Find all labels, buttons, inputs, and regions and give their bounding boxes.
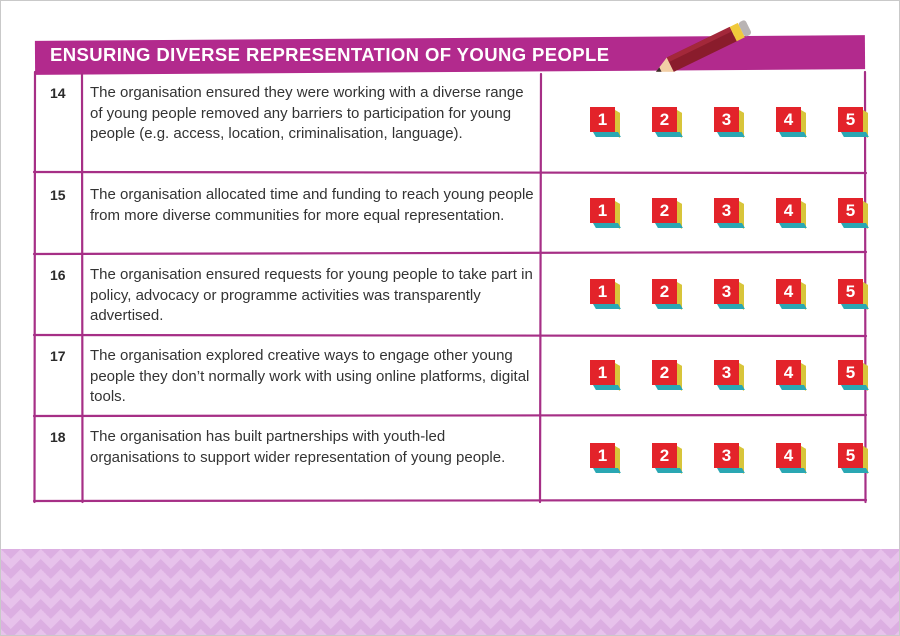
rating-value: 3	[714, 443, 739, 468]
cube-bottom	[717, 223, 745, 228]
rating-value: 5	[838, 443, 863, 468]
statement-row	[34, 254, 866, 335]
rating-option-1[interactable]	[590, 360, 622, 392]
rating-value: 3	[714, 360, 739, 385]
rating-value: 4	[776, 279, 801, 304]
rating-option-4[interactable]	[776, 443, 808, 475]
cube-bottom	[779, 132, 807, 137]
rating-option-5[interactable]	[838, 443, 870, 475]
cube-bottom	[593, 223, 621, 228]
cube-bottom	[841, 385, 869, 390]
rating-value: 1	[590, 279, 615, 304]
statement-text: The organisation allocated time and funding to reach young people from more diverse communities for more equal representation.	[90, 186, 534, 224]
rating-value: 4	[776, 360, 801, 385]
rating-option-2[interactable]	[652, 279, 684, 311]
rating-value: 1	[590, 443, 615, 468]
cube-bottom	[841, 223, 869, 228]
cube-bottom	[655, 468, 683, 473]
statement-text: The organisation has built partnerships with youth-led organisations to support wider representation of young people.	[90, 428, 506, 466]
statement-row	[34, 335, 866, 416]
rating-value: 5	[838, 360, 863, 385]
cube-bottom	[593, 304, 621, 309]
pencil-icon	[640, 20, 760, 76]
rating-value: 5	[838, 279, 863, 304]
cube-bottom	[655, 223, 683, 228]
statement-number: 14	[50, 85, 66, 101]
rating-option-5[interactable]	[838, 107, 870, 139]
cube-bottom	[717, 385, 745, 390]
rating-options	[562, 254, 862, 335]
cube-bottom	[779, 304, 807, 309]
cube-bottom	[593, 132, 621, 137]
cube-bottom	[593, 385, 621, 390]
cube-bottom	[717, 132, 745, 137]
rating-option-1[interactable]	[590, 107, 622, 139]
rating-option-5[interactable]	[838, 279, 870, 311]
rating-value: 5	[838, 198, 863, 223]
rating-option-1[interactable]	[590, 443, 622, 475]
rating-option-2[interactable]	[652, 107, 684, 139]
statement-text: The organisation explored creative ways to engage other young people they don’t normally work with using online platforms, digital tools.	[90, 347, 530, 405]
rating-option-5[interactable]	[838, 198, 870, 230]
rating-value: 4	[776, 107, 801, 132]
rating-option-4[interactable]	[776, 198, 808, 230]
rating-value: 4	[776, 198, 801, 223]
cube-bottom	[593, 468, 621, 473]
cube-bottom	[655, 132, 683, 137]
cube-bottom	[841, 468, 869, 473]
rating-value: 2	[652, 279, 677, 304]
cube-bottom	[655, 304, 683, 309]
rating-option-3[interactable]	[714, 279, 746, 311]
rating-option-4[interactable]	[776, 107, 808, 139]
rating-option-3[interactable]	[714, 198, 746, 230]
rating-value: 3	[714, 107, 739, 132]
rating-value: 4	[776, 443, 801, 468]
statement-text: The organisation ensured requests for young people to take part in policy, advocacy or programme activities was transparently advertised.	[90, 266, 533, 324]
rating-option-1[interactable]	[590, 198, 622, 230]
rating-value: 2	[652, 443, 677, 468]
cube-bottom	[779, 468, 807, 473]
statement-text: The organisation ensured they were working with a diverse range of young people removed any barriers to participation for young people (e.g. access, location, criminalisation, language).	[90, 84, 524, 142]
rating-option-2[interactable]	[652, 198, 684, 230]
statement-number: 16	[50, 267, 66, 283]
rating-value: 1	[590, 360, 615, 385]
cube-bottom	[841, 304, 869, 309]
rating-options	[562, 174, 862, 254]
rating-value: 2	[652, 107, 677, 132]
rating-value: 1	[590, 198, 615, 223]
statement-number: 18	[50, 429, 66, 445]
section-title: ENSURING DIVERSE REPRESENTATION OF YOUNG PEOPLE	[50, 44, 610, 65]
cube-bottom	[717, 304, 745, 309]
chevron-pattern-footer	[1, 549, 899, 635]
statement-row	[34, 416, 866, 502]
rating-value: 2	[652, 198, 677, 223]
rating-value: 1	[590, 107, 615, 132]
statement-row	[34, 174, 866, 254]
rating-options	[562, 335, 862, 416]
rating-value: 3	[714, 198, 739, 223]
rating-option-2[interactable]	[652, 360, 684, 392]
cube-bottom	[655, 385, 683, 390]
rating-option-5[interactable]	[838, 360, 870, 392]
statement-number: 15	[50, 187, 66, 203]
rating-options	[562, 416, 862, 502]
statement-row	[34, 72, 866, 174]
rating-option-3[interactable]	[714, 107, 746, 139]
rating-option-2[interactable]	[652, 443, 684, 475]
cube-bottom	[717, 468, 745, 473]
cube-bottom	[841, 132, 869, 137]
rating-option-3[interactable]	[714, 443, 746, 475]
rating-option-4[interactable]	[776, 360, 808, 392]
cube-bottom	[779, 385, 807, 390]
rating-value: 2	[652, 360, 677, 385]
rating-option-3[interactable]	[714, 360, 746, 392]
rating-options	[562, 72, 862, 174]
rating-option-4[interactable]	[776, 279, 808, 311]
rating-value: 5	[838, 107, 863, 132]
cube-bottom	[779, 223, 807, 228]
rating-value: 3	[714, 279, 739, 304]
rating-option-1[interactable]	[590, 279, 622, 311]
statement-number: 17	[50, 348, 66, 364]
